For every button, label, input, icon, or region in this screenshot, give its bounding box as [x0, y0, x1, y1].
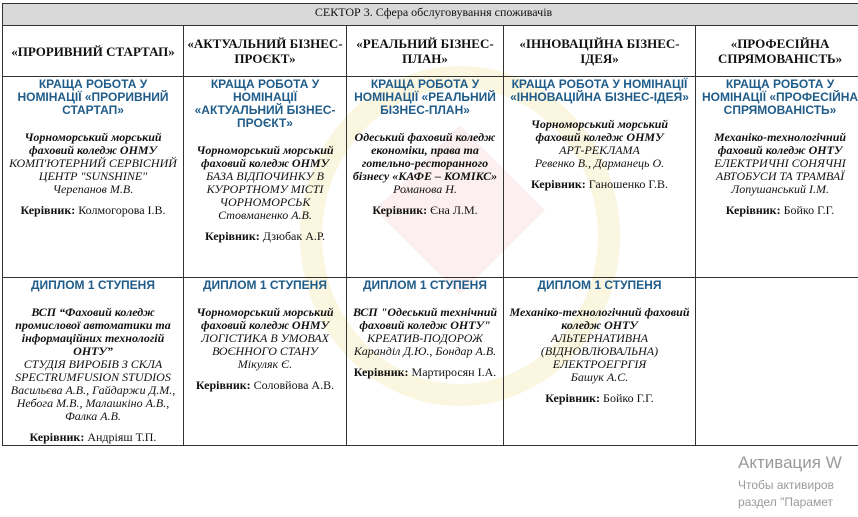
best-work-cell: [3, 77, 184, 278]
supervisor-label: Керівник:: [204, 229, 260, 243]
spacer: [699, 117, 858, 131]
entrant-organization: ВСП “Фаховий коледж промислової автоматики та інформаційних технологій ОНТУ”: [15, 305, 171, 358]
best-work-award: КРАЩА РОБОТА У НОМІНАЦІЇ «ІННОВАЦІЙНА БІЗНЕС-ІДЕЯ»: [510, 77, 689, 104]
entrant-authors: Каранділ Д.Ю., Бондар А.В.: [353, 344, 497, 358]
diploma-cell: [504, 278, 696, 446]
supervisor-label: Керівник:: [531, 177, 586, 191]
best-work-award: КРАЩА РОБОТА У НОМІНАЦІЇ «ПРОРИВНИЙ СТАРТАП»: [17, 77, 169, 117]
diploma-award: ДИПЛОМ 1 СТУПЕНЯ: [31, 278, 155, 292]
supervisor: [350, 366, 500, 379]
supervisor: [6, 431, 180, 444]
project-title: АРТ-РЕКЛАМА: [559, 143, 640, 157]
project-title: КРЕАТИВ-ПОДОРОЖ: [367, 331, 483, 345]
spacer: [507, 292, 692, 306]
supervisor-name: Ганошенко Г.В.: [588, 177, 668, 191]
spacer: [187, 292, 343, 306]
entrant-authors: Черепанов М.В.: [52, 182, 134, 196]
entrant-organization: Механіко-технологічний фаховий коледж ОНТУ: [713, 130, 847, 157]
supervisor-name: Мартиросян І.А.: [411, 365, 497, 379]
results-table: [2, 3, 858, 446]
best-work-award: КРАЩА РОБОТА У НОМІНАЦІЇ «РЕАЛЬНИЙ БІЗНЕС-ПЛАН»: [354, 77, 496, 117]
diploma-cell: [347, 278, 504, 446]
diploma-cell: [3, 278, 184, 446]
best-work-row: [3, 77, 858, 278]
project-title: АЛЬТЕРНАТИВНА (ВІДНОВЛЮВАЛЬНА) ЕЛЕКТРОЕГРГІЯ: [540, 331, 659, 371]
spacer: [6, 117, 180, 131]
entrant-organization: Механіко-технологічний фаховий коледж ОНТУ: [509, 305, 690, 332]
entrant-authors: Мікуляк Є.: [237, 357, 293, 371]
windows-activation-watermark: [738, 453, 842, 511]
entrant-authors: Стовманенко А.В.: [218, 208, 312, 222]
supervisor-label: Керівник:: [195, 378, 251, 392]
project-title: КОМП'ЮТЕРНИЙ СЕРВІСНИЙ ЦЕНТР "SUNSHINE": [9, 156, 177, 183]
spacer: [507, 104, 692, 118]
entrant-authors: Васильєва А.В., Гайдаржи Д.М., Небога М.В., Малашкіно А.В., Фалка А.В.: [10, 383, 176, 423]
supervisor-label: Керівник:: [545, 391, 601, 405]
best-work-award: КРАЩА РОБОТА У НОМІНАЦІЇ «АКТУАЛЬНИЙ БІЗНЕС-ПРОЄКТ»: [194, 77, 336, 130]
activation-line-1: Чтобы активиров: [738, 478, 834, 492]
diploma-award: ДИПЛОМ 1 СТУПЕНЯ: [363, 278, 487, 292]
project-title: ЕЛЕКТРИЧНІ СОНЯЧНІ АВТОБУСИ ТА ТРАМВАЇ: [714, 156, 846, 183]
project-title: БАЗА ВІДПОЧИНКУ В КУРОРТНОМУ МІСТІ ЧОРНОМОРСЬК: [206, 169, 324, 209]
supervisor: [699, 204, 858, 217]
diploma-award: ДИПЛОМ 1 СТУПЕНЯ: [203, 278, 327, 292]
entrant-organization: Чорноморський морський фаховий коледж ОНМУ: [196, 305, 334, 332]
category-heading: «ПРОФЕСІЙНА СПРЯМОВАНІСТЬ»: [696, 26, 858, 77]
spacer: [187, 130, 343, 144]
spacer: [350, 292, 500, 306]
supervisor-name: Соловйова А.В.: [253, 378, 335, 392]
entrant-authors: Ревенко В., Дарманець О.: [534, 156, 665, 170]
diploma-cell: [184, 278, 347, 446]
project-title: ЛОГІСТИКА В УМОВАХ ВОЄННОГО СТАНУ: [201, 331, 329, 358]
supervisor-name: Бойко Г.Г.: [783, 203, 835, 217]
project-title: СТУДІЯ ВИРОБІВ З СКЛА SPECTRUMFUSION STUDIOS: [15, 357, 171, 384]
category-heading: «ПРОРИВНИЙ СТАРТАП»: [3, 26, 184, 77]
diploma-cell: [696, 278, 858, 446]
entrant-authors: Романова Н.: [393, 182, 457, 196]
diploma-row: [3, 278, 858, 446]
spacer: [350, 117, 500, 131]
entrant-organization: Чорноморський морський фаховий коледж ОНМУ: [530, 117, 669, 144]
supervisor: [350, 204, 500, 217]
supervisor: [507, 178, 692, 191]
supervisor-name: Єна Л.М.: [430, 203, 478, 217]
entrant-organization: ВСП "Одеський технічний фаховий коледж ОНТУ": [352, 305, 498, 332]
entrant-organization: Чорноморський морський фаховий коледж ОНМУ: [24, 130, 162, 157]
best-work-cell: [184, 77, 347, 278]
best-work-cell: [696, 77, 858, 278]
supervisor-label: Керівник:: [353, 365, 409, 379]
supervisor: [187, 230, 343, 243]
supervisor-label: Керівник:: [20, 203, 76, 217]
category-heading-row: [3, 26, 858, 77]
best-work-cell: [504, 77, 696, 278]
activation-line-2: раздел "Парамет: [738, 495, 833, 509]
sector-title: СЕКТОР 3. Сфера обслуговування споживачів: [3, 4, 858, 26]
supervisor-name: Колмогорова І.В.: [78, 203, 166, 217]
category-heading: «РЕАЛЬНИЙ БІЗНЕС-ПЛАН»: [347, 26, 504, 77]
supervisor: [187, 379, 343, 392]
entrant-organization: Чорноморський морський фаховий коледж ОНМУ: [196, 143, 334, 170]
category-heading: «ІННОВАЦІЙНА БІЗНЕС-ІДЕЯ»: [504, 26, 696, 77]
supervisor-name: Андріяш Т.П.: [87, 430, 157, 444]
supervisor-label: Керівник:: [725, 203, 781, 217]
entrant-authors: Башук А.С.: [570, 370, 629, 384]
activation-title: Активация W: [738, 453, 842, 472]
best-work-cell: [347, 77, 504, 278]
entrant-authors: Лопушанський І.М.: [731, 182, 829, 196]
supervisor: [507, 392, 692, 405]
supervisor-label: Керівник:: [372, 203, 428, 217]
supervisor-label: Керівник:: [29, 430, 85, 444]
category-heading: «АКТУАЛЬНИЙ БІЗНЕС-ПРОЄКТ»: [184, 26, 347, 77]
spacer: [6, 292, 180, 306]
supervisor: [6, 204, 180, 217]
supervisor-name: Дзюбак А.Р.: [262, 229, 326, 243]
supervisor-name: Бойко Г.Г.: [603, 391, 654, 405]
best-work-award: КРАЩА РОБОТА У НОМІНАЦІЇ «ПРОФЕСІЙНА СПРЯМОВАНІСТЬ»: [701, 77, 858, 117]
entrant-organization: Одеський фаховий коледж економіки, права та готельно-ресторанного бізнесу «КАФЕ – КОМІКС»: [352, 130, 498, 183]
diploma-award: ДИПЛОМ 1 СТУПЕНЯ: [537, 278, 662, 292]
